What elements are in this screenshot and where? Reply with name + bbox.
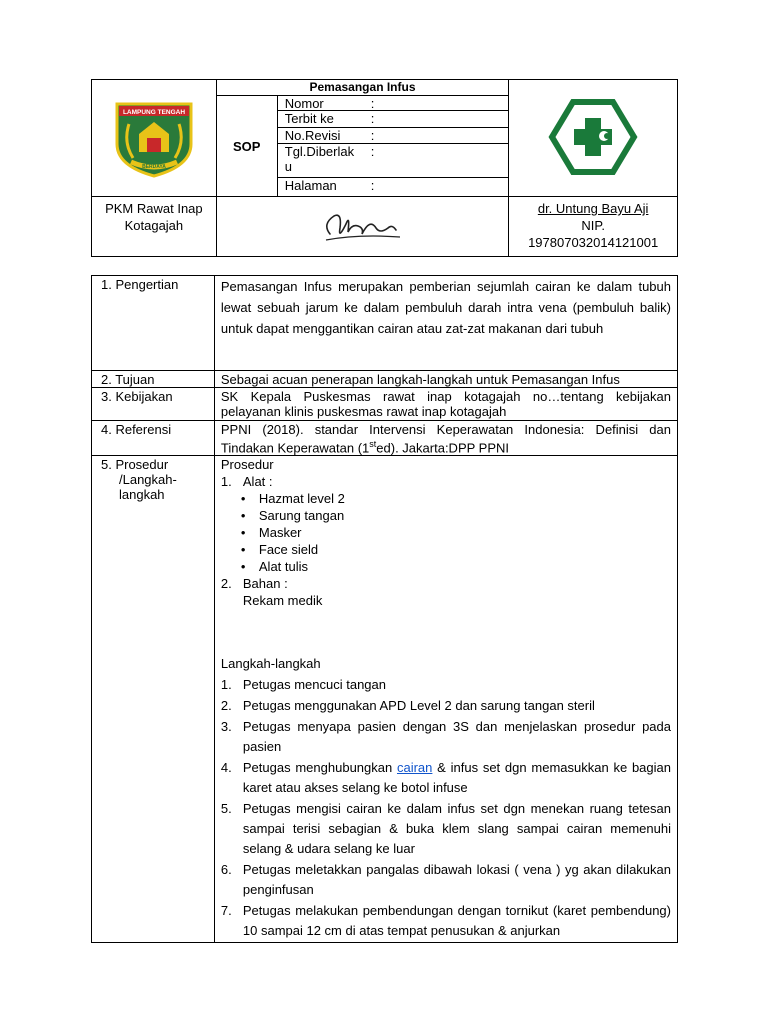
nip-value: 197807032014121001 <box>528 235 659 250</box>
left-logo-motto: BERDAYA <box>141 163 166 170</box>
left-logo-text: LAMPUNG TENGAH <box>122 108 185 116</box>
left-logo-cell <box>92 80 217 197</box>
signature-icon <box>318 204 408 246</box>
alat-list <box>221 490 671 575</box>
doctor-name: dr. Untung Bayu Aji <box>537 201 649 216</box>
langkah-heading: Langkah-langkah <box>220 656 321 672</box>
alat-heading: 1. Alat : <box>220 474 273 490</box>
doctor-info-cell <box>509 197 678 257</box>
section-text-pengertian: Pemasangan Infus merupakan pemberian sejumlah cairan ke dalam tubuh lewat sebuah jarum ke dalam pembuluh darah intra vena (pembuluh balik) untuk dapat menggantikan cairan atau zat-zat makanan dari tubuh <box>214 276 677 371</box>
sop-row-nomor: Nomor : <box>278 96 509 111</box>
bahan-heading: 2. Bahan : <box>220 576 288 592</box>
list-item: • Hazmat level 2 <box>259 490 671 507</box>
step-item: 7. Petugas melakukan pembendungan dengan tornikut (karet pembendung) 10 sampai 12 cm di atas tempat penusukan & anjurkan <box>220 903 671 939</box>
sop-label: SOP <box>217 96 278 196</box>
section-label-pengertian: 1. Pengertian <box>92 276 215 371</box>
signature-cell <box>216 197 509 257</box>
list-item: • Masker <box>259 524 671 541</box>
step-item: 5. Petugas mengisi cairan ke dalam infus set dgn menekan ruang tetesan sampai terisi sebagian & buka klem slang sampai cairan memenuhi selang & udara selang ke luar <box>220 801 671 857</box>
list-item: • Alat tulis <box>259 558 671 575</box>
lampung-tengah-emblem-icon <box>109 94 199 180</box>
section-text-kebijakan: SK Kepala Puskesmas rawat inap kotagajah no…tentang kebijakan pelayanan klinis puskesmas rawat inap kotagajah <box>214 388 677 421</box>
step-item: 4. Petugas menghubungkan cairan & infus set dgn memasukkan ke bagian karet atau akses selang ke botol infuse <box>220 760 671 796</box>
section-label-kebijakan: 3. Kebijakan <box>92 388 215 421</box>
sop-header-table <box>91 79 678 257</box>
prosedur-heading: Prosedur <box>220 457 274 473</box>
section-content-prosedur <box>214 456 677 943</box>
sop-body-table <box>91 275 678 943</box>
step-item: 1. Petugas mencuci tangan <box>220 677 386 693</box>
list-item: • Sarung tangan <box>259 507 671 524</box>
section-label-prosedur: 5. Prosedur /Langkah- langkah <box>92 456 215 943</box>
cairan-link[interactable]: cairan <box>396 760 433 776</box>
sop-row-terbit: Terbit ke : <box>278 111 509 128</box>
step-item: 3. Petugas menyapa pasien dengan 3S dan menjelaskan prosedur pada pasien <box>220 719 671 755</box>
sop-row-revisi: No.Revisi : <box>278 128 509 144</box>
sop-row-tgl: Tgl.Diberlak u : <box>278 144 509 178</box>
section-text-referensi: PPNI (2018). standar Intervensi Keperawatan Indonesia: Definisi dan Tindakan Keperawatan (1sted). Jakarta:DPP PPNI <box>214 421 677 456</box>
step-item: 2. Petugas menggunakan APD Level 2 dan sarung tangan steril <box>220 698 595 714</box>
puskesmas-logo-icon <box>546 96 640 178</box>
sop-meta-rows <box>278 96 509 196</box>
step-item: 6. Petugas meletakkan pangalas dibawah lokasi ( vena ) yg akan dilakukan penginfusan <box>220 862 671 898</box>
nip-label: NIP. <box>581 218 605 233</box>
section-text-tujuan: Sebagai acuan penerapan langkah-langkah untuk Pemasangan Infus <box>214 371 677 388</box>
sop-row-halaman: Halaman : <box>284 178 375 193</box>
list-item: • Face sield <box>259 541 671 558</box>
bahan-item: Rekam medik <box>242 593 323 609</box>
right-logo-cell <box>509 80 678 197</box>
section-label-tujuan: 2. Tujuan <box>92 371 215 388</box>
section-label-referensi: 4. Referensi <box>92 421 215 456</box>
sop-info-cell <box>216 80 509 197</box>
document-title: Pemasangan Infus <box>217 80 509 96</box>
puskesmas-name: PKM Rawat Inap Kotagajah <box>92 197 217 257</box>
